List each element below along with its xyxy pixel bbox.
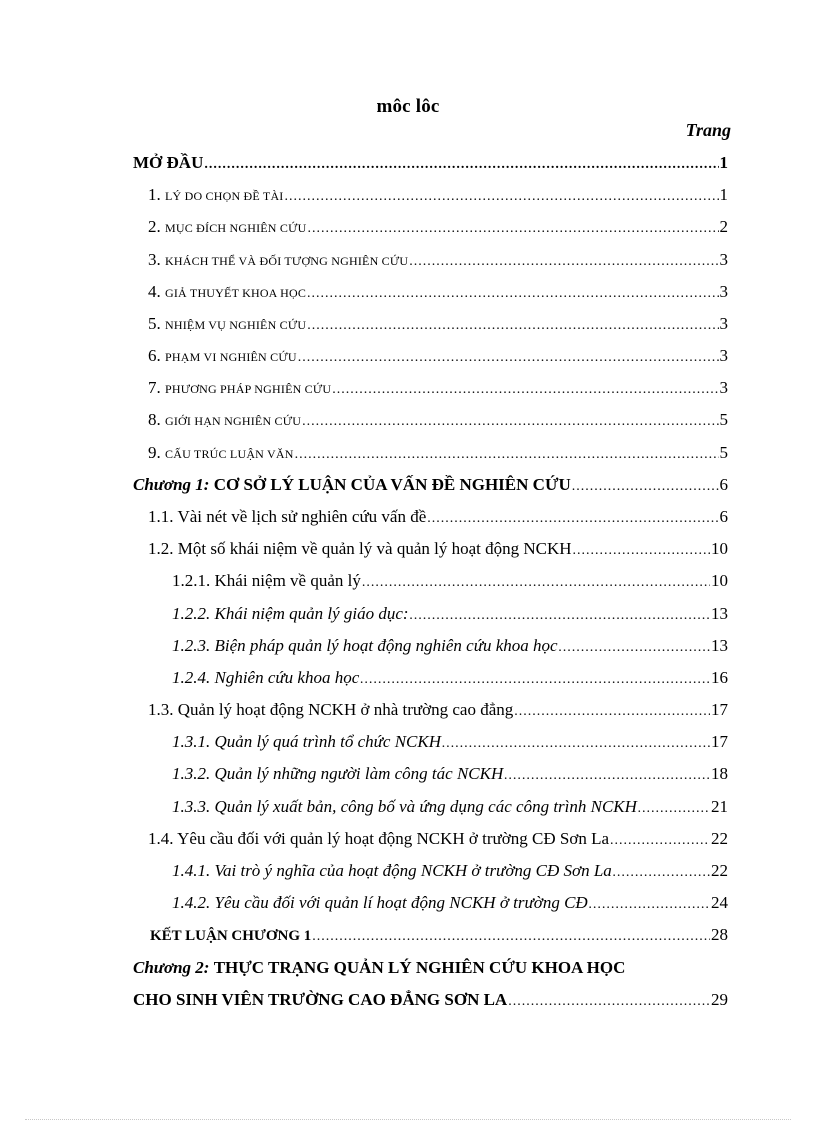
dot-leader [307, 221, 718, 237]
toc-entry-1-4-1[interactable] [172, 861, 728, 887]
toc-entry-page: 6 [719, 507, 728, 526]
dot-leader [362, 575, 710, 591]
toc-entry-1-2-2[interactable] [172, 604, 728, 630]
toc-entry-label: 2. MỤC ĐÍCH NGHIÊN CỨU [148, 217, 307, 236]
toc-entry-page: 3 [719, 346, 728, 365]
toc-entry-label: 1.4.1. Vai trò ý nghĩa của hoạt động NCKH ở trường CĐ Sơn La [172, 861, 612, 880]
toc-entry-page: 13 [711, 604, 728, 623]
toc-entry-label: 4. GIẢ THUYẾT KHOA HỌC [148, 282, 307, 301]
page-column-header: Trang [685, 120, 731, 140]
toc-entry-label: 5. NHIỆM VỤ NGHIÊN CỨU [148, 314, 307, 333]
dot-leader [504, 768, 710, 784]
toc-entry-label: KẾT LUẬN CHƯƠNG 1 [150, 928, 312, 944]
toc-entry-1-3-3[interactable] [172, 797, 728, 823]
dot-leader [298, 350, 719, 366]
toc-entry-chapter-2[interactable] [133, 958, 728, 984]
toc-entry-9[interactable] [148, 443, 728, 469]
dot-leader [589, 897, 710, 913]
toc-entry-1-3-2[interactable] [172, 764, 728, 790]
dot-leader [307, 286, 718, 302]
toc-entry-label: 6. PHẠM VI NGHIÊN CỨU [148, 346, 297, 365]
toc-entry-page: 17 [711, 732, 728, 751]
toc-entry-page: 22 [711, 829, 728, 848]
toc-entry-page: 3 [719, 250, 728, 269]
toc-entry-label: 1.4.2. Yêu cầu đối với quản lí hoạt động NCKH ở trường CĐ [172, 893, 588, 912]
toc-entry-2[interactable] [148, 217, 728, 243]
toc-entry-4[interactable] [148, 282, 728, 308]
toc-entry-chapter-1[interactable] [133, 475, 728, 501]
dot-leader [295, 447, 719, 463]
dot-leader [410, 608, 710, 624]
toc-entry-label: 1.2.3. Biện pháp quản lý hoạt động nghiên cứu khoa học [172, 636, 558, 655]
dot-leader [307, 318, 718, 334]
dot-leader [409, 254, 718, 270]
dot-leader [610, 833, 710, 849]
toc-entry-page: 10 [711, 571, 728, 590]
toc-entry-1-4-2[interactable] [172, 893, 728, 919]
dot-leader [302, 414, 718, 430]
page-bottom-border [25, 1119, 791, 1120]
toc-entry-label: 9. CẤU TRÚC LUẬN VĂN [148, 443, 294, 462]
toc-entry-label: 1.4. Yêu cầu đối với quản lý hoạt động NCKH ở trường CĐ Sơn La [148, 829, 609, 848]
toc-entry-1-2-4[interactable] [172, 668, 728, 694]
dot-leader [204, 157, 718, 173]
toc-entry-label: 1.2.2. Khái niệm quản lý giáo dục: [172, 604, 409, 623]
toc-entry-page: 28 [711, 925, 728, 944]
toc-entry-label: 1.3.1. Quản lý quá trình tổ chức NCKH [172, 732, 441, 751]
dot-leader [332, 382, 718, 398]
toc-entry-1-3[interactable] [148, 700, 728, 726]
toc-entry-page: 3 [719, 282, 728, 301]
toc-entry-1-4[interactable] [148, 829, 728, 855]
toc-entry-page: 1 [719, 153, 728, 172]
toc-entry-1-1[interactable] [148, 507, 728, 533]
toc-entry-page: 5 [719, 443, 728, 462]
toc-entry-page: 16 [711, 668, 728, 687]
toc-entry-1-2[interactable] [148, 539, 728, 565]
toc-entry-page: 24 [711, 893, 728, 912]
toc-entry-page: 10 [711, 539, 728, 558]
dot-leader [613, 865, 710, 881]
toc-entry-page: 21 [711, 797, 728, 816]
toc-entry-7[interactable] [148, 378, 728, 404]
toc-entry-page: 6 [719, 475, 728, 494]
toc-entry-page: 3 [719, 378, 728, 397]
toc-entry-page: 29 [711, 990, 728, 1009]
toc-entry-1[interactable] [148, 185, 728, 211]
toc-entry-page: 1 [719, 185, 728, 204]
toc-entry-label: 1.3.2. Quản lý những người làm công tác NCKH [172, 764, 504, 783]
dot-leader [312, 929, 710, 945]
dot-leader [638, 801, 710, 817]
toc-entry-label: 3. KHÁCH THỂ VÀ ĐỐI TƯỢNG NGHIÊN CỨU [148, 250, 409, 269]
toc-entry-page: 3 [719, 314, 728, 333]
dot-leader [573, 543, 710, 559]
toc-entry-label: 1.2.1. Khái niệm về quản lý [172, 571, 361, 590]
toc-entry-page: 2 [719, 217, 728, 236]
toc-entry-label: 1. LÝ DO CHỌN ĐỀ TÀI [148, 185, 284, 204]
toc-entry-label: 1.3.3. Quản lý xuất bản, công bố và ứng dụng các công trình NCKH [172, 797, 637, 816]
toc-entry-5[interactable] [148, 314, 728, 340]
toc-entry-label: 1.2.4. Nghiên cứu khoa học [172, 668, 360, 687]
toc-entry-page: 5 [719, 410, 728, 429]
toc-entry-label: CHO SINH VIÊN TRƯỜNG CAO ĐẲNG SƠN LA [133, 990, 508, 1009]
toc-entry-1-3-1[interactable] [172, 732, 728, 758]
page-title: môc lôc [376, 96, 440, 117]
toc-entry-ket-luan-1[interactable] [150, 925, 728, 951]
toc-entry-label: 7. PHƯƠNG PHÁP NGHIÊN CỨU [148, 378, 332, 397]
dot-leader [427, 511, 718, 527]
toc-entry-mo-dau[interactable] [133, 153, 728, 179]
dot-leader [285, 189, 719, 205]
dot-leader [572, 479, 719, 495]
toc-entry-page: 17 [711, 700, 728, 719]
dot-leader [559, 640, 710, 656]
toc-entry-page: 22 [711, 861, 728, 880]
toc-entry-label: Chương 1: CƠ SỞ LÝ LUẬN CỦA VẤN ĐỀ NGHIÊN CỨU [133, 475, 571, 494]
toc-entry-page: 18 [711, 764, 728, 783]
toc-entry-1-2-1[interactable] [172, 571, 728, 597]
dot-leader [514, 704, 710, 720]
dot-leader [508, 994, 710, 1010]
toc-entry-6[interactable] [148, 346, 728, 372]
toc-entry-label: 8. GIỚI HẠN NGHIÊN CỨU [148, 410, 302, 429]
toc-entry-chapter-2-cont[interactable] [133, 990, 728, 1016]
toc-entry-label: 1.1. Vài nét về lịch sử nghiên cứu vấn đề [148, 507, 427, 526]
toc-entry-label: 1.2. Một số khái niệm về quản lý và quản lý hoạt động NCKH [148, 539, 572, 558]
toc-entry-label: MỞ ĐẦU [133, 153, 204, 172]
toc-entry-8[interactable] [148, 410, 728, 436]
toc-entry-1-2-3[interactable] [172, 636, 728, 662]
toc-entry-page: 13 [711, 636, 728, 655]
toc-entry-label: 1.3. Quản lý hoạt động NCKH ở nhà trường cao đẳng [148, 700, 514, 719]
dot-leader [442, 736, 710, 752]
toc-entry-label: Chương 2: THỰC TRẠNG QUẢN LÝ NGHIÊN CỨU KHOA HỌC [133, 958, 626, 977]
dot-leader [360, 672, 710, 688]
toc-entry-3[interactable] [148, 250, 728, 276]
